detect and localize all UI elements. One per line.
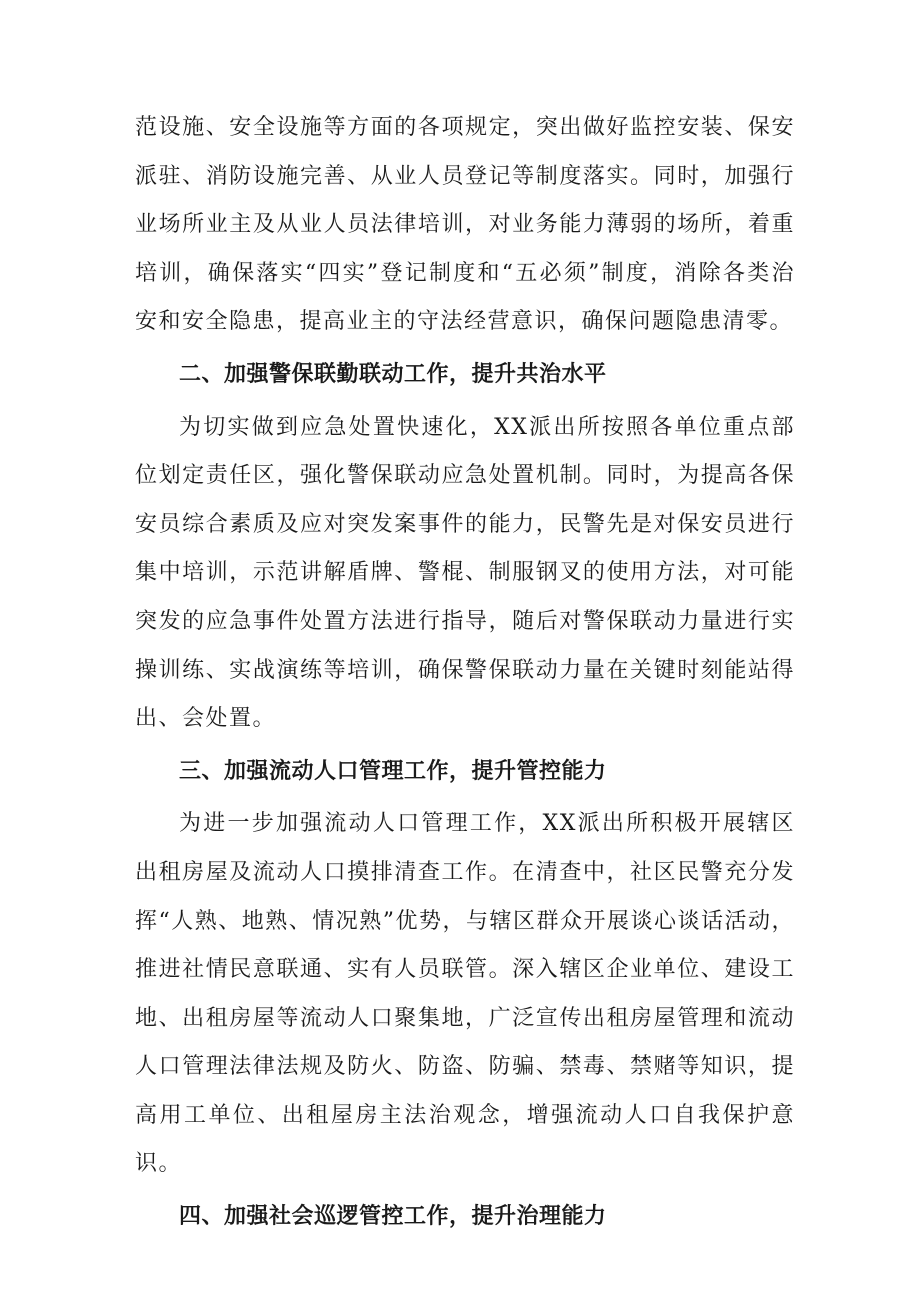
- section-heading-2: 二、加强警保联勤联动工作，提升共治水平: [179, 361, 607, 387]
- section-heading-4: 四、加强社会巡逻管控工作，提升治理能力: [179, 1204, 607, 1230]
- paragraph-section-2: 为切实做到应急处置快速化，XX派出所按照各单位重点部位划定责任区，强化警保联动应急处置机制。同时，为提高各保安员综合素质及应对突发案事件的能力，民警先是对保安员进行集中培训，示范讲解盾牌、警棍、制服钢叉的使用方法，对可能突发的应急事件处置方法进行指导，随后对警保联动力量进行实操训练、实战演练等培训，确保警保联动力量在关键时刻能站得出、会处置。: [135, 414, 795, 732]
- paragraph-section-3: 为进一步加强流动人口管理工作，XX派出所积极开展辖区出租房屋及流动人口摸排清查工作。在清查中，社区民警充分发挥“人熟、地熟、情况熟”优势，与辖区群众开展谈心谈话活动，推进社情民意联通、实有人员联管。深入辖区企业单位、建设工地、出租房屋等流动人口聚集地，广泛宣传出租房屋管理和流动人口管理法律法规及防火、防盗、防骗、禁毒、禁赌等知识，提高用工单位、出租屋房主法治观念，增强流动人口自我保护意识。: [135, 811, 795, 1177]
- paragraph-continued: 范设施、安全设施等方面的各项规定，突出做好监控安装、保安派驻、消防设施完善、从业人员登记等制度落实。同时，加强行业场所业主及从业人员法律培训，对业务能力薄弱的场所，着重培训，确保落实“四实”登记制度和“五必须”制度，消除各类治安和安全隐患，提高业主的守法经营意识，确保问题隐患清零。: [135, 115, 795, 335]
- document-body: [135, 104, 795, 1246]
- section-heading-3: 三、加强流动人口管理工作，提升管控能力: [179, 758, 607, 784]
